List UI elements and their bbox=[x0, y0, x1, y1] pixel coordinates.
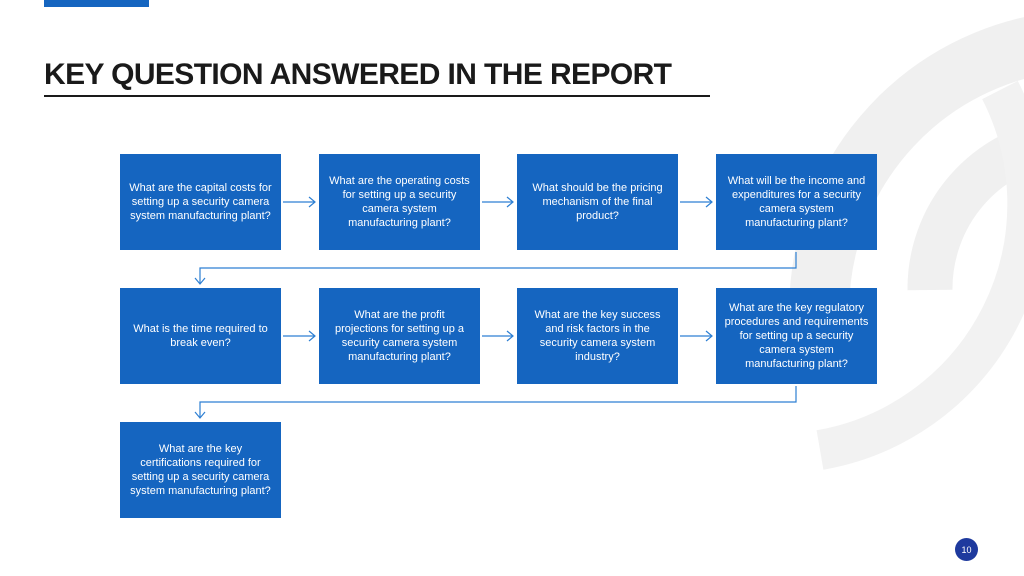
flow-box-success-risk-factors: What are the key success and risk factors in the security camera system industry? bbox=[517, 288, 678, 384]
flow-box-income-expenditures: What will be the income and expenditures for a security camera system manufacturing plant? bbox=[716, 154, 877, 250]
arrow-1-to-2 bbox=[283, 197, 315, 207]
page-number-badge: 10 bbox=[955, 538, 978, 561]
flow-box-regulatory-procedures: What are the key regulatory procedures and requirements for setting up a security camera system manufacturing plant? bbox=[716, 288, 877, 384]
arrow-3-to-4 bbox=[680, 197, 712, 207]
arrow-6-to-7 bbox=[482, 331, 513, 341]
arrow-2-to-3 bbox=[482, 197, 513, 207]
flow-box-certifications: What are the key certifications required for setting up a security camera system manufacturing plant? bbox=[120, 422, 281, 518]
arrow-5-to-6 bbox=[283, 331, 315, 341]
connector-row2-to-row3 bbox=[195, 386, 796, 418]
flow-box-operating-costs: What are the operating costs for setting up a security camera system manufacturing plant? bbox=[319, 154, 480, 250]
flow-box-capital-costs: What are the capital costs for setting up a security camera system manufacturing plant? bbox=[120, 154, 281, 250]
flow-box-break-even: What is the time required to break even? bbox=[120, 288, 281, 384]
flow-box-profit-projections: What are the profit projections for setting up a security camera system manufacturing plant? bbox=[319, 288, 480, 384]
top-accent-bar bbox=[44, 0, 149, 7]
connector-row1-to-row2 bbox=[195, 252, 796, 284]
arrow-7-to-8 bbox=[680, 331, 712, 341]
flow-box-pricing-mechanism: What should be the pricing mechanism of the final product? bbox=[517, 154, 678, 250]
page-title: KEY QUESTION ANSWERED IN THE REPORT bbox=[44, 58, 672, 91]
title-underline bbox=[44, 95, 710, 97]
